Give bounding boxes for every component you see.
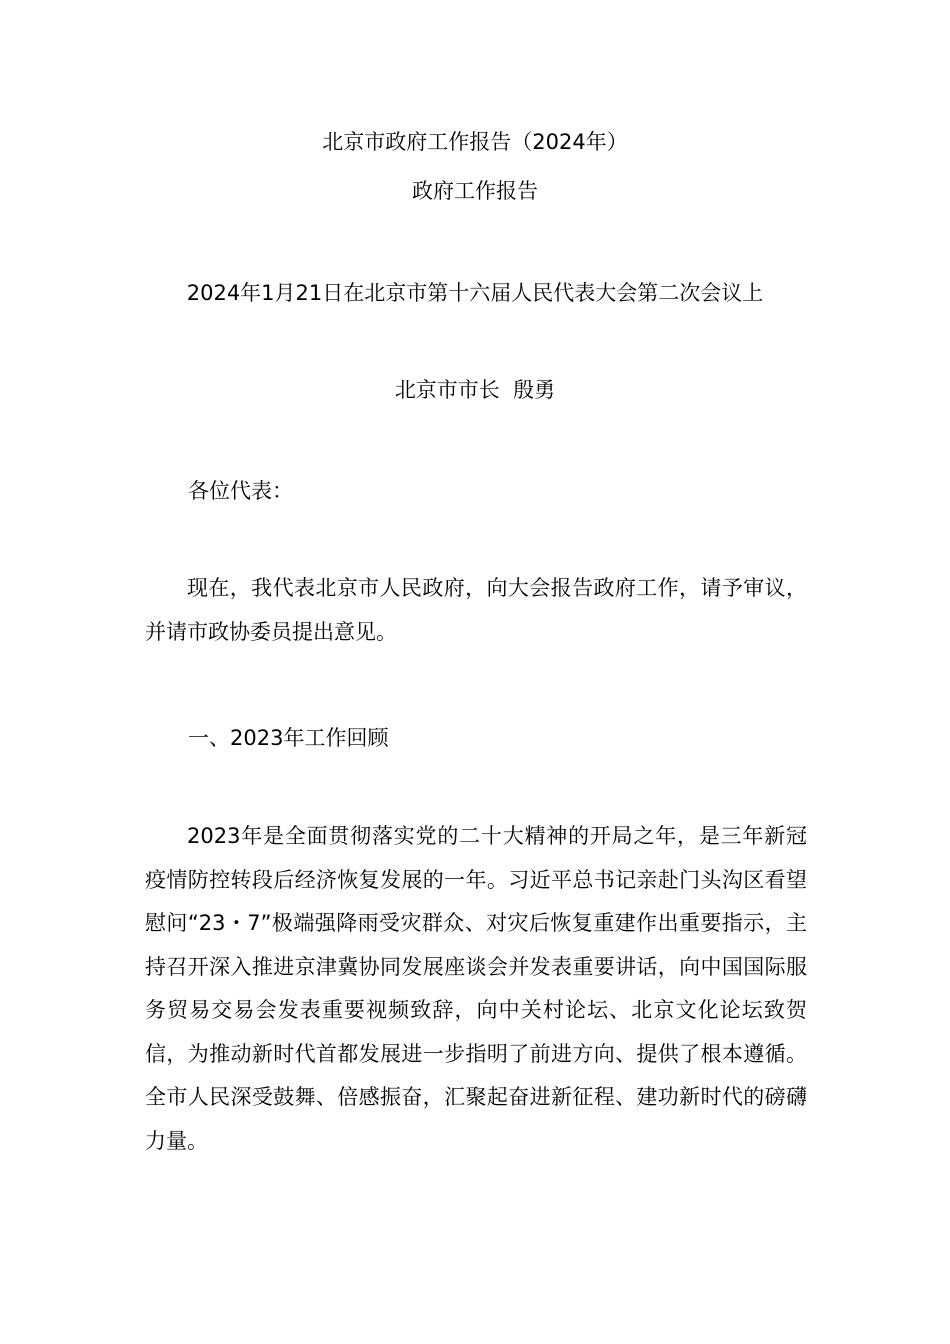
section-heading: 一、2023年工作回顾 xyxy=(188,726,389,750)
document-title: 北京市政府工作报告（2024年） xyxy=(322,130,628,154)
salutation: 各位代表： xyxy=(188,479,293,503)
document-subtitle: 政府工作报告 xyxy=(412,179,538,203)
meeting-line: 2024年1月21日在北京市第十六届人民代表大会第二次会议上 xyxy=(186,281,764,305)
intro-paragraph: 现在，我代表北京市人民政府，向大会报告政府工作，请予审议，并请市政协委员提出意见。 xyxy=(145,576,807,644)
author-line: 北京市市长 殷勇 xyxy=(394,378,556,402)
section-paragraph: 2023年是全面贯彻落实党的二十大精神的开局之年，是三年新冠疫情防控转段后经济恢复发展的一年。习近平总书记亲赴门头沟区看望慰问“23・7”极端强降雨受灾群众、对灾后恢复重建作出重要指示，主持召开深入推进京津冀协同发展座谈会并发表重要讲话，向中国国际服务贸易交易会发表重要视频致辞，向中关村论坛、北京文化论坛致贺信，为推动新时代首都发展进一步指明了前进方向、提供了根本遵循。全市人民深受鼓舞、倍感振奋，汇聚起奋进新征程、建功新时代的磅礴力量。 xyxy=(145,824,807,1153)
